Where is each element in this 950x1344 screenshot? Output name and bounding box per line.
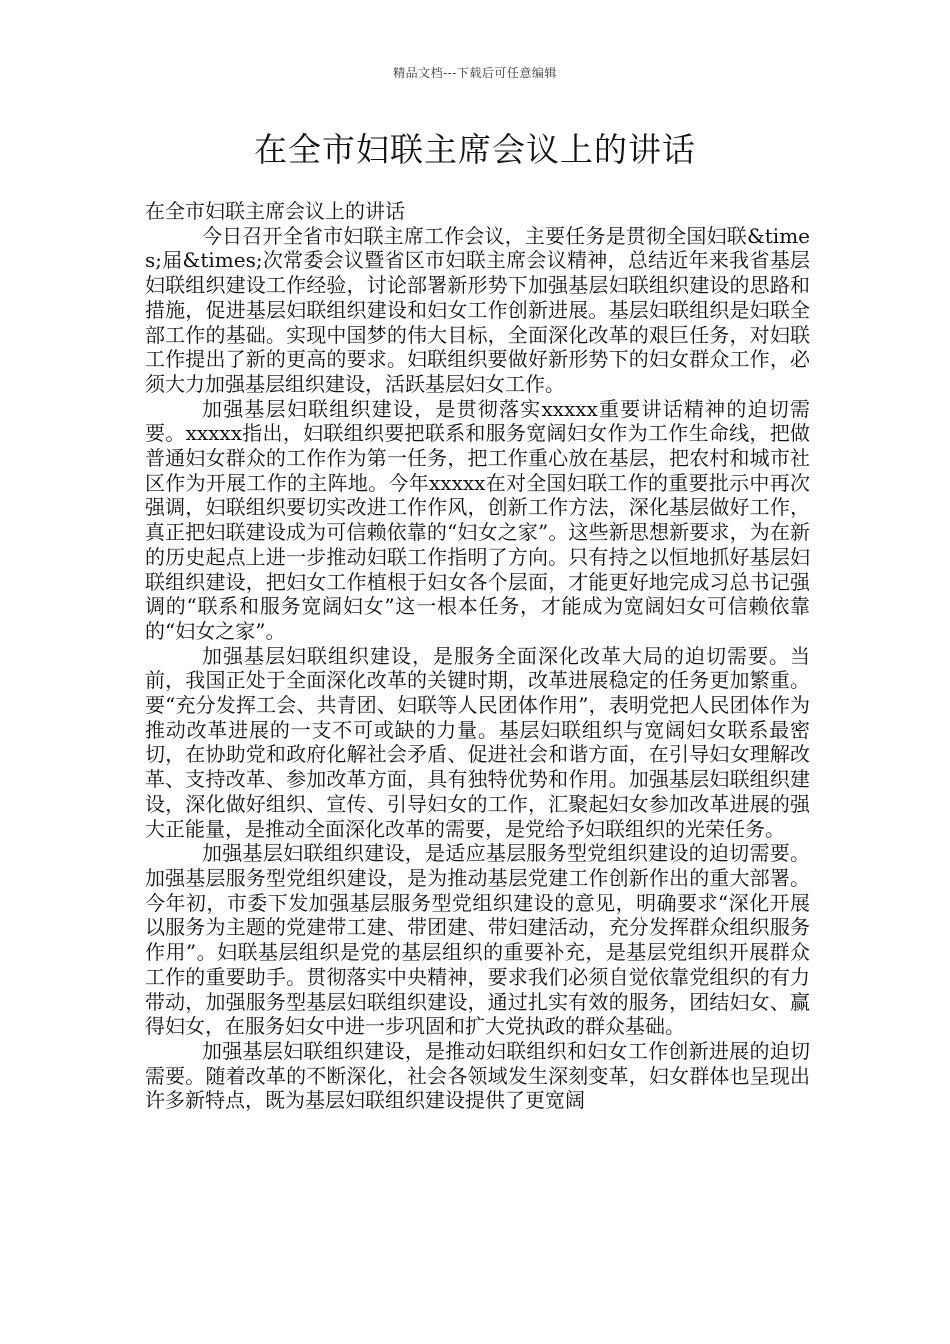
document-subtitle: 在全市妇联主席会议上的讲话 <box>145 199 405 223</box>
header-note: 精品文档---下载后可任意编辑 <box>393 66 557 80</box>
document-title: 在全市妇联主席会议上的讲话 <box>254 130 696 169</box>
paragraph: 加强基层妇联组织建设，是适应基层服务型党组织建设的迫切需要。加强基层服务型党组织建设，是为推动基层党建工作创新作出的重大部署。今年初，市委下发加强基层服务型党组织建设的意见，明确要求“深化开展以服务为主题的党建带工建、带团建、带妇建活动，充分发挥群众组织服务作用”。妇联基层组织是党的基层组织的重要补充，是基层党组织开展群众工作的重要助手。贯彻落实中央精神，要求我们必须自觉依靠党组织的有力带动，加强服务型基层妇联组织建设，通过扎实有效的服务，团结妇女、赢得妇女，在服务妇女中进一步巩固和扩大党执政的群众基础。 <box>145 841 810 1039</box>
document-body <box>145 199 810 1113</box>
paragraph: 今日召开全省市妇联主席工作会议，主要任务是贯彻全国妇联&times;届&times;次常委会议暨省区市妇联主席会议精神，总结近年来我省基层妇联组织建设工作经验，讨论部署新形势下加强基层妇联组织建设的思路和措施，促进基层妇联组织建设和妇女工作创新进展。基层妇联组织是妇联全部工作的基础。实现中国梦的伟大目标，全面深化改革的艰巨任务，对妇联工作提出了新的更高的要求。妇联组织要做好新形势下的妇女群众工作，必须大力加强基层组织建设，活跃基层妇女工作。 <box>145 223 810 396</box>
paragraph: 加强基层妇联组织建设，是服务全面深化改革大局的迫切需要。当前，我国正处于全面深化改革的关键时期，改革进展稳定的任务更加繁重。要“充分发挥工会、共青团、妇联等人民团体作用”，表明党把人民团体作为推动改革进展的一支不可或缺的力量。基层妇联组织与宽阔妇女联系最密切，在协助党和政府化解社会矛盾、促进社会和谐方面，在引导妇女理解改革、支持改革、参加改革方面，具有独特优势和作用。加强基层妇联组织建设，深化做好组织、宣传、引导妇女的工作，汇聚起妇女参加改革进展的强大正能量，是推动全面深化改革的需要，是党给予妇联组织的光荣任务。 <box>145 643 810 841</box>
paragraph: 加强基层妇联组织建设，是推动妇联组织和妇女工作创新进展的迫切需要。随着改革的不断深化，社会各领域发生深刻变革，妇女群体也呈现出许多新特点，既为基层妇联组织建设提供了更宽阔 <box>145 1038 810 1113</box>
paragraph: 加强基层妇联组织建设，是贯彻落实xxxxx重要讲话精神的迫切需要。xxxxx指出，妇联组织要把联系和服务宽阔妇女作为工作生命线，把做普通妇女群众的工作作为第一任务，把工作重心放在基层，把农村和城市社区作为开展工作的主阵地。今年xxxxx在对全国妇联工作的重要批示中再次强调，妇联组织要切实改进工作作风，创新工作方法，深化基层做好工作，真正把妇联建设成为可信赖依靠的“妇女之家”。这些新思想新要求，为在新的历史起点上进一步推动妇联工作指明了方向。只有持之以恒地抓好基层妇联组织建设，把妇女工作植根于妇女各个层面，才能更好地完成习总书记强调的“联系和服务宽阔妇女”这一根本任务，才能成为宽阔妇女可信赖依靠的“妇女之家”。 <box>145 396 810 643</box>
